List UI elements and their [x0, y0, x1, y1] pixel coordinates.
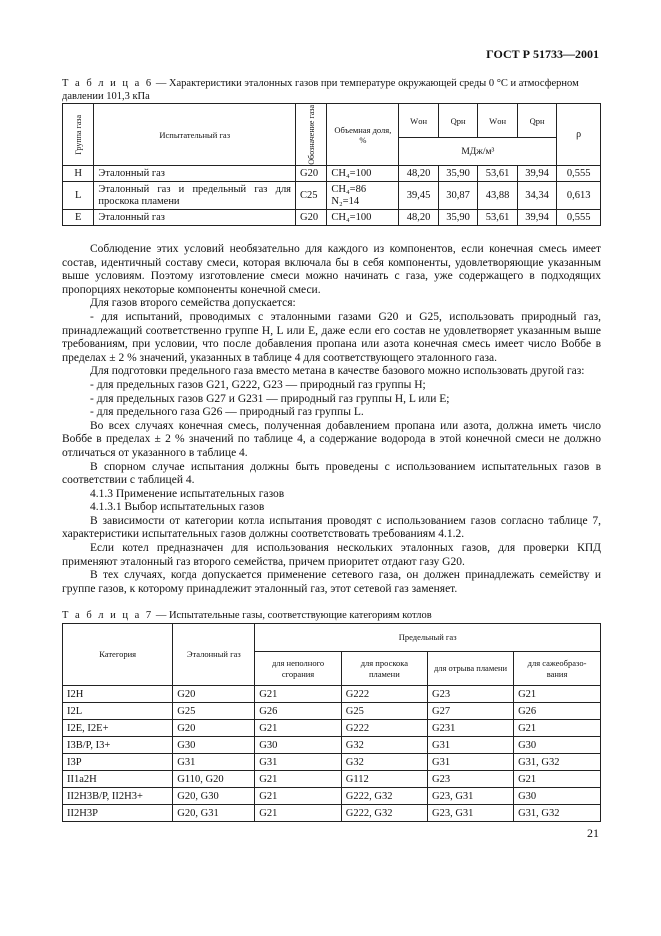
cell-liftoff: G27 — [427, 703, 513, 720]
cell-w1: 39,45 — [399, 182, 439, 210]
standard-number: ГОСТ Р 51733—2001 — [486, 47, 599, 61]
cell-reference: G20, G31 — [173, 805, 255, 822]
cell-reference: G31 — [173, 754, 255, 771]
cell-q1: 35,90 — [438, 210, 478, 226]
cell-soot: G30 — [514, 737, 601, 754]
col-group-header: Группа газа — [73, 114, 83, 155]
cell-reference: G20, G30 — [173, 788, 255, 805]
col-rho-header: ρ — [557, 104, 601, 166]
paragraph: - для испытаний, проводимых с эталонными газами G20 и G25, использовать природный газ, принадлежащий соответственно группе H, L или E, даже если его состав не удовлетворяет указанным выше требованиям, при условии, что после добавления пропана или азота конечная смесь имеет число Воббе в пределах ± 2 % значений, указанных в таблице 4 для соответствующего эталонного газа. — [62, 310, 601, 364]
paragraph: - для предельных газов G21, G222, G23 — природный газ группы H; — [90, 378, 426, 391]
page-number: 21 — [587, 826, 599, 840]
cell-w2: 53,61 — [478, 166, 518, 182]
table-row — [63, 771, 601, 788]
col-q2-header: Qрн — [517, 104, 557, 138]
table6-caption — [62, 77, 602, 103]
col-limit-header: Предельный газ — [255, 624, 601, 652]
table-row — [63, 754, 601, 771]
cell-soot: G21 — [514, 771, 601, 788]
cell-flashback: G112 — [341, 771, 427, 788]
cell-fraction: CH₄=100 — [327, 210, 399, 226]
cell-soot: G30 — [514, 788, 601, 805]
cell-gas: Эталонный газ — [94, 166, 296, 182]
col-w2-header: Wон — [478, 104, 518, 138]
section-heading: 4.1.3.1 Выбор испытательных газов — [90, 501, 265, 514]
cell-liftoff: G23, G31 — [427, 805, 513, 822]
table-row — [63, 686, 601, 703]
cell-group: E — [63, 210, 94, 226]
col-designation-header: Обозначение газа — [306, 104, 316, 165]
cell-rho: 0,555 — [557, 210, 601, 226]
col-soot-header: для сажеобразо-вания — [514, 652, 601, 686]
table-row — [63, 210, 601, 226]
cell-q2: 39,94 — [517, 166, 557, 182]
col-reference-header: Эталонный газ — [173, 624, 255, 686]
cell-soot: G21 — [514, 686, 601, 703]
cell-liftoff: G23 — [427, 771, 513, 788]
paragraph: Для газов второго семейства допускается: — [90, 297, 296, 310]
cell-incomplete: G21 — [255, 805, 341, 822]
cell-q2: 39,94 — [517, 210, 557, 226]
cell-soot: G31, G32 — [514, 754, 601, 771]
cell-flashback: G32 — [341, 754, 427, 771]
section-heading: 4.1.3 Применение испытательных газов — [90, 487, 285, 500]
paragraph: Для подготовки предельного газа вместо метана в качестве базового можно использовать другой газ: — [90, 365, 585, 378]
table-row — [63, 166, 601, 182]
cell-rho: 0,555 — [557, 166, 601, 182]
cell-category: I2E, I2E+ — [63, 720, 173, 737]
paragraph: Соблюдение этих условий необязательно для каждого из компонентов, если конечная смесь имеет состав, идентичный составу смеси, которая включала бы в себя компоненты, удовлетворяющие указанным выше условиям. Поэтому изготовление смеси можно начинать с газа, уже содержащего в подходящих пропорциях некоторые компоненты конечной смеси. — [62, 243, 601, 296]
col-fraction-header: Объемная доля, % — [327, 104, 399, 166]
table-row — [63, 788, 601, 805]
cell-rho: 0,613 — [557, 182, 601, 210]
cell-w1: 48,20 — [399, 210, 439, 226]
cell-category: I3P — [63, 754, 173, 771]
paragraph: В тех случаях, когда допускается применение сетевого газа, он должен принадлежать семейству и группе газов, к которому принадлежит эталонный газ, этот сетевой газ заменяет. — [62, 569, 601, 595]
cell-category: I2H — [63, 686, 173, 703]
cell-soot: G31, G32 — [514, 805, 601, 822]
cell-code: C25 — [296, 182, 327, 210]
table-row — [63, 703, 601, 720]
cell-incomplete: G30 — [255, 737, 341, 754]
cell-liftoff: G231 — [427, 720, 513, 737]
cell-flashback: G222 — [341, 686, 427, 703]
cell-flashback: G222 — [341, 720, 427, 737]
table6-caption-text: — Характеристики эталонных газов при температуре окружающей среды 0 °С и атмосферном давлении 101,3 кПа — [62, 78, 579, 102]
cell-category: II2H3B/P, II2H3+ — [63, 788, 173, 805]
cell-incomplete: G21 — [255, 771, 341, 788]
cell-category: II2H3P — [63, 805, 173, 822]
cell-w2: 53,61 — [478, 210, 518, 226]
paragraph: Во всех случаях конечная смесь, полученная добавлением пропана или азота, должна иметь число Воббе в пределах ± 2 % значений по таблице 4, а содержание водорода в этой конечной смеси не должно отличаться от указанного в таблице 4. — [62, 419, 601, 459]
cell-fraction: CH₄=100 — [327, 166, 399, 182]
table7-caption — [62, 609, 602, 622]
cell-group: H — [63, 166, 94, 182]
cell-q2: 34,34 — [517, 182, 557, 210]
cell-flashback: G32 — [341, 737, 427, 754]
cell-incomplete: G26 — [255, 703, 341, 720]
cell-incomplete: G21 — [255, 788, 341, 805]
cell-soot: G26 — [514, 703, 601, 720]
cell-flashback: G25 — [341, 703, 427, 720]
cell-category: II1a2H — [63, 771, 173, 788]
table7-caption-text: — Испытательные газы, соответствующие категориям котлов — [153, 610, 432, 621]
cell-liftoff: G31 — [427, 754, 513, 771]
table-row — [63, 805, 601, 822]
col-q1-header: Qрн — [438, 104, 478, 138]
paragraph: В спорном случае испытания должны быть проведены с использованием испытательных газов в соответствии с таблицей 4. — [62, 460, 601, 487]
table-7 — [62, 623, 601, 822]
cell-category: I2L — [63, 703, 173, 720]
cell-reference: G30 — [173, 737, 255, 754]
paragraph: - для предельного газа G26 — природный газ группы L. — [90, 406, 364, 419]
cell-reference: G110, G20 — [173, 771, 255, 788]
cell-flashback: G222, G32 — [341, 805, 427, 822]
table6-caption-prefix: Т а б л и ц а 6 — [62, 78, 154, 89]
cell-group: L — [63, 182, 94, 210]
cell-liftoff: G23 — [427, 686, 513, 703]
table-6 — [62, 103, 601, 226]
cell-liftoff: G31 — [427, 737, 513, 754]
cell-reference: G20 — [173, 686, 255, 703]
body-text — [62, 243, 601, 596]
table7-caption-prefix: Т а б л и ц а 7 — [62, 610, 154, 621]
cell-code: G20 — [296, 166, 327, 182]
cell-flashback: G222, G32 — [341, 788, 427, 805]
paragraph: - для предельных газов G27 и G231 — природный газ группы H, L или E; — [90, 392, 450, 405]
cell-incomplete: G21 — [255, 720, 341, 737]
paragraph: Если котел предназначен для использования нескольких эталонных газов, для проверки КПД применяют эталонный газ второго семейства, причем приоритет отдают газу G20. — [62, 542, 601, 568]
cell-fraction: CH₄=86 N₂=14 — [327, 182, 399, 210]
col-gas-header: Испытательный газ — [94, 104, 296, 166]
paragraph: В зависимости от категории котла испытания проводят с использованием газов согласно таблице 7, характеристики испытательных газов должны соответствовать требованиям 4.1.2. — [62, 514, 601, 541]
table-row — [63, 720, 601, 737]
cell-q1: 30,87 — [438, 182, 478, 210]
table-row — [63, 737, 601, 754]
cell-gas: Эталонный газ — [94, 210, 296, 226]
cell-reference: G25 — [173, 703, 255, 720]
col-category-header: Категория — [63, 624, 173, 686]
cell-reference: G20 — [173, 720, 255, 737]
col-w1-header: Wон — [399, 104, 439, 138]
cell-soot: G21 — [514, 720, 601, 737]
cell-q1: 35,90 — [438, 166, 478, 182]
cell-incomplete: G21 — [255, 686, 341, 703]
col-incomplete-header: для неполного сгорания — [255, 652, 341, 686]
col-liftoff-header: для отрыва пламени — [427, 652, 513, 686]
cell-code: G20 — [296, 210, 327, 226]
unit-header: МДж/м³ — [399, 138, 557, 166]
cell-liftoff: G23, G31 — [427, 788, 513, 805]
cell-category: I3B/P, I3+ — [63, 737, 173, 754]
table-row — [63, 182, 601, 210]
cell-w1: 48,20 — [399, 166, 439, 182]
cell-gas: Эталонный газ и предельный газ для проскока пламени — [94, 182, 296, 210]
cell-w2: 43,88 — [478, 182, 518, 210]
cell-incomplete: G31 — [255, 754, 341, 771]
col-flashback-header: для проскока пламени — [341, 652, 427, 686]
